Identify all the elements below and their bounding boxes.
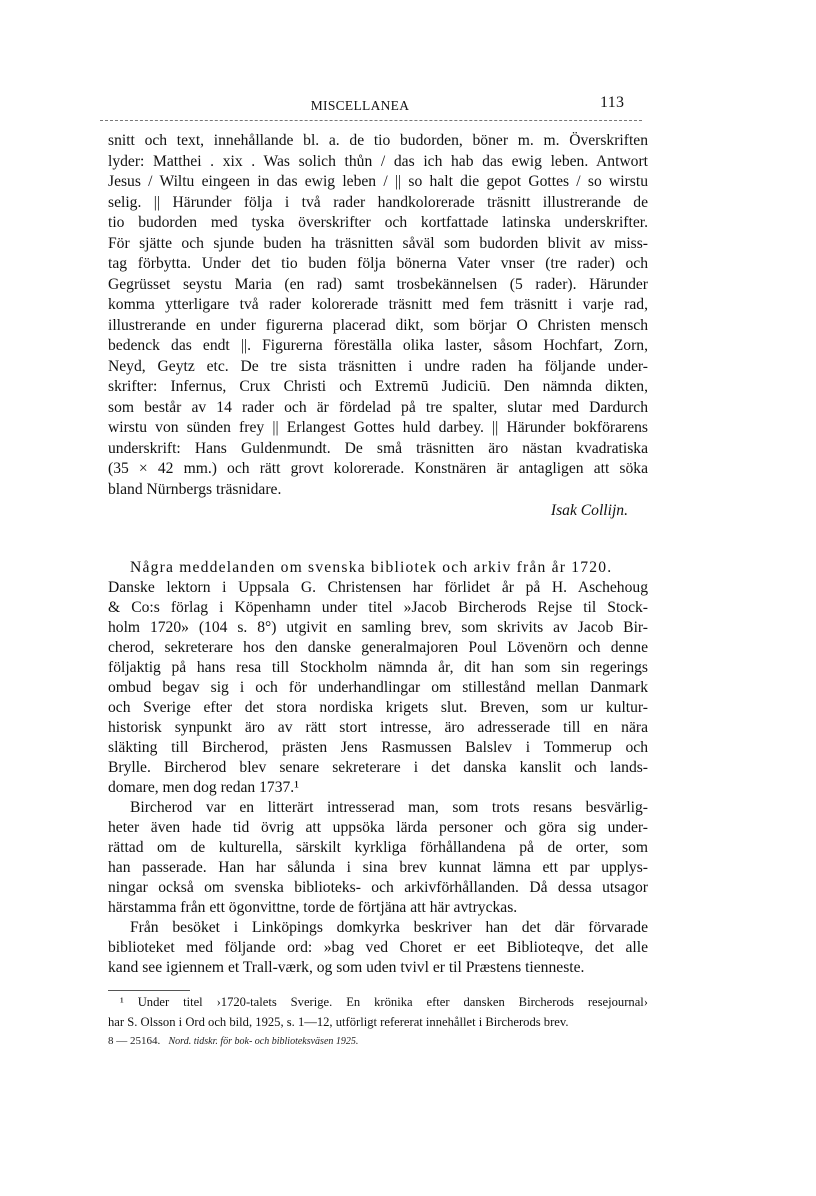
text-line: Brylle. Bircherod blev senare sekreterare i det danska kanslit och lands- [108, 759, 648, 776]
text-line: illustrerande en under figurerna placerad dikt, som börjar O Christen mensch [108, 316, 648, 334]
text-line: bedenck das endt ||. Figurerna föreställa olika laster, såsom Hochfart, Zorn, [108, 337, 648, 354]
text-line: wirstu von sünden frey || Erlangest Gottes huld darbey. || Härunder bokförarens [108, 419, 648, 436]
sheet-signature: 8 — 25164. [108, 1035, 161, 1047]
author-signature [108, 502, 646, 520]
text-line: bland Nürnbergs träsnidare. [108, 480, 282, 498]
text-line: Från besöket i Linköpings domkyrka beskriver han det där förvarade [130, 919, 648, 936]
text-line: släkting till Bircherod, prästen Jens Rasmussen Balslev i Tommerup och [108, 739, 648, 756]
text-line: Några meddelanden om svenska bibliotek och arkiv från år 1720. [130, 559, 613, 576]
text-line: heter även hade tid övrig att uppsöka lärda personer och göra sig under- [108, 819, 648, 836]
text-line: Danske lektorn i Uppsala G. Christensen har förlidet år på H. Aschehoug [108, 579, 648, 596]
text-line: underskrift: Hans Guldenmundt. De små träsnitten äro nästan kvadratiska [108, 439, 648, 457]
footnote [108, 992, 648, 1032]
article-bircherod-text [108, 558, 648, 978]
text-line: biblioteket med följande ord: »bag ved Choret er eet Biblioteqve, det alle [108, 939, 648, 956]
text-line: skrifter: Infernus, Crux Christi och Extremū Judiciū. Den nämnda dikten, [108, 378, 648, 395]
text-line: För sjätte och sjunde buden ha träsnitten såväl som budorden blivit av miss- [108, 234, 648, 252]
text-line: Jesus / Wiltu eingeen in das ewig leben / || so halt die gepot Gottes / so wirstu [108, 173, 648, 190]
text-line: snitt och text, innehållande bl. a. de tio budorden, böner m. m. Överskriften [108, 132, 648, 149]
text-line: historisk synpunkt äro av rätt stort intresse, äro adresserade till en nära [108, 719, 648, 736]
text-line: Neyd, Geytz etc. De tre sista träsnitten i undre raden ha följande under- [108, 357, 648, 375]
text-line: ¹ Under titel ›1720-talets Sverige. En krönika efter dansken Bircherods resejournal› [120, 995, 648, 1009]
text-line: Gegrüsset seystu Maria (en rad) samt trosbekännelsen (5 rader). Härunder [108, 275, 648, 293]
text-line: han passerade. Han har sålunda i sina brev kunnat lämna ett par upplys- [108, 859, 648, 876]
signature-text: Isak Collijn. [550, 502, 628, 519]
text-line: följaktig på hans resa till Stockholm nämnda år, dit han som sin regerings [108, 659, 648, 676]
text-line: domare, men dog redan 1737.¹ [108, 779, 299, 796]
text-line: & Co:s förlag i Köpenhamn under titel »Jacob Bircherods Rejse til Stock- [108, 599, 648, 616]
text-line: ombud begav sig i och för underhandlingar om stillestånd mellan Danmark [108, 679, 648, 696]
footnote-rule [108, 990, 190, 991]
text-line: lyder: Matthei . xix . Was solich thůn / das ich hab das ewig leben. Antwort [108, 152, 648, 170]
journal-name: Nord. tidskr. för bok- och biblioteksväsen 1925. [168, 1036, 359, 1047]
text-line: som består av 14 rader och är fördelad på tre spalter, slutar med Dardurch [108, 398, 648, 416]
text-line: har S. Olsson i Ord och bild, 1925, s. 1—12, utförligt refererat innehållet i Bircherods brev. [108, 1015, 569, 1029]
text-line: tag förbytta. Under det tio buden följa bönerna Vater vnser (tre rader) och [108, 255, 648, 272]
imprint-line [108, 1035, 358, 1047]
text-line: ningar också om svenska biblioteks- och arkivförhållanden. Då dessa utsagor [108, 879, 648, 896]
running-title: MISCELLANEA [310, 98, 410, 113]
text-line: härstamma från ett ögonvittne, torde de förtjäna att här avtryckas. [108, 899, 518, 916]
text-line: Bircherod var en litterärt intresserad man, som trots resans besvärlig- [130, 799, 648, 816]
text-line: cherod, sekreterare hos den danske generalmajoren Poul Lövenörn och denne [108, 639, 648, 656]
text-line: och Sverige efter det stora nordiska krigets slut. Breven, som ur kultur- [108, 699, 648, 716]
text-line: selig. || Härunder följa i två rader handkolorerade träsnitt illustrerande de [108, 193, 648, 211]
text-line: tio budorden med tyska överskrifter och kortfattade latinska underskrifter. [108, 214, 648, 231]
article-collijn-text [108, 131, 648, 500]
text-line: (35 × 42 mm.) och rätt grovt kolorerade. Konstnären är antagligen att söka [108, 460, 648, 477]
text-line: holm 1720» (104 s. 8°) utgivit en samling brev, som skrivits av Jacob Bir- [108, 619, 648, 636]
header-rule [100, 120, 642, 121]
text-line: komma ytterligare två rader kolorerade träsnitt med fem träsnitt i varje rad, [108, 296, 648, 313]
page-number: 113 [600, 94, 625, 111]
text-line: kand see igiennem et Trall-værk, og som uden tvivl er til Præstens tienneste. [108, 959, 585, 976]
text-line: rättad om de kulturella, särskilt kyrkliga förhållandena på de orter, som [108, 839, 648, 856]
